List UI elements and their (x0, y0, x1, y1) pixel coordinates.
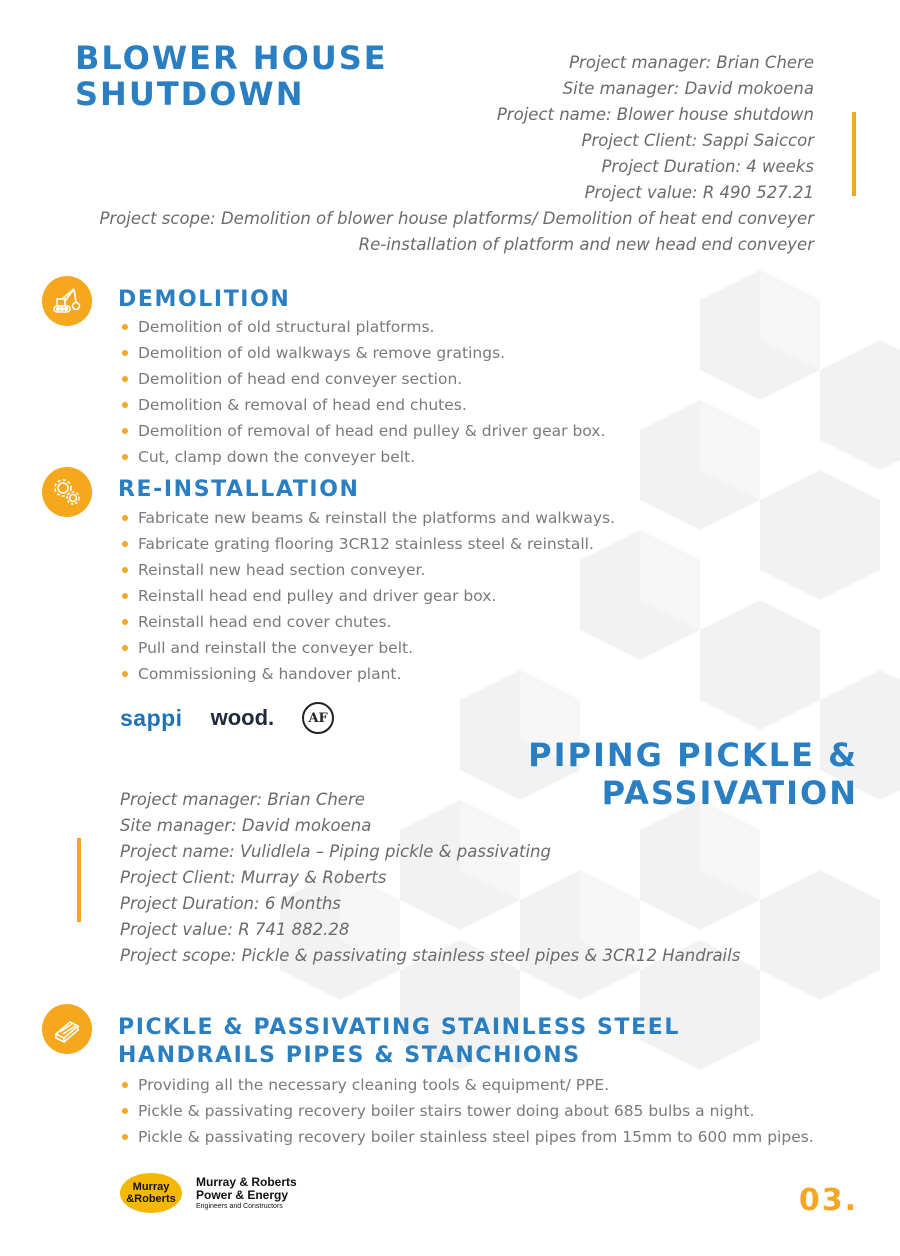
list-item: Demolition of head end conveyer section. (120, 366, 605, 392)
steel-pipes-icon (42, 1004, 92, 1054)
project1-info (497, 50, 814, 206)
page-number: 03. (798, 1183, 858, 1218)
pickle-heading-line: PICKLE & PASSIVATING STAINLESS STEEL (118, 1015, 680, 1040)
list-item: Fabricate grating flooring 3CR12 stainless steel & reinstall. (120, 531, 615, 557)
project1-manager: Project manager: Brian Chere (569, 53, 814, 72)
sappi-logo: sappi (120, 704, 183, 731)
murray-roberts-badge (120, 1173, 182, 1213)
list-item: Pickle & passivating recovery boiler stainless steel pipes from 15mm to 600 mm pipes. (120, 1124, 814, 1150)
list-item: Demolition of removal of head end pulley & driver gear box. (120, 418, 605, 444)
reinstallation-heading: RE-INSTALLATION (118, 477, 360, 502)
project1-client: Project Client: Sappi Saiccor (581, 131, 814, 150)
project2-name: Project name: Vulidlela – Piping pickle & passivating (120, 842, 551, 861)
project2-title-line: PASSIVATION (601, 774, 858, 812)
project1-name: Project name: Blower house shutdown (496, 105, 814, 124)
badge-line: Murray (132, 1181, 170, 1193)
list-item: Reinstall new head section conveyer. (120, 557, 615, 583)
list-item: Reinstall head end cover chutes. (120, 609, 615, 635)
demolition-list (120, 314, 605, 470)
demolition-heading: DEMOLITION (118, 287, 291, 312)
project2-duration: Project Duration: 6 Months (120, 894, 341, 913)
murray-roberts-logo (120, 1173, 297, 1213)
badge-line: &Roberts (126, 1193, 176, 1205)
accent-bar (852, 112, 856, 196)
af-badge-logo: AF (302, 702, 334, 734)
accent-bar (77, 838, 81, 922)
list-item: Pull and reinstall the conveyer belt. (120, 635, 615, 661)
project1-title-line: BLOWER HOUSE (75, 39, 388, 77)
project2-info (120, 787, 740, 969)
project1-title-line: SHUTDOWN (75, 75, 305, 113)
project1-scope (34, 206, 814, 258)
gears-icon (42, 467, 92, 517)
project2-site-manager: Site manager: David mokoena (120, 816, 372, 835)
project1-scope-line: Project scope: Demolition of blower house platforms/ Demolition of heat end conveyer (99, 209, 814, 228)
project1-title (75, 40, 388, 112)
project1-value: Project value: R 490 527.21 (584, 183, 814, 202)
pickle-list (120, 1072, 814, 1150)
list-item: Demolition of old structural platforms. (120, 314, 605, 340)
company-name (196, 1176, 297, 1211)
list-item: Fabricate new beams & reinstall the platforms and walkways. (120, 505, 615, 531)
crane-demolition-icon (42, 276, 92, 326)
list-item: Demolition of old walkways & remove gratings. (120, 340, 605, 366)
project2-title-line: PIPING PICKLE & (528, 736, 858, 774)
list-item: Reinstall head end pulley and driver gear box. (120, 583, 615, 609)
list-item: Commissioning & handover plant. (120, 661, 615, 687)
project1-site-manager: Site manager: David mokoena (562, 79, 814, 98)
list-item: Pickle & passivating recovery boiler stairs tower doing about 685 bulbs a night. (120, 1098, 814, 1124)
wood-logo: wood. (210, 705, 275, 730)
company-line: Power & Energy (196, 1187, 289, 1202)
project1-scope-line: Re-installation of platform and new head end conveyer (358, 235, 814, 254)
list-item: Demolition & removal of head end chutes. (120, 392, 605, 418)
project2-scope: Project scope: Pickle & passivating stainless steel pipes & 3CR12 Handrails (120, 946, 741, 965)
list-item: Cut, clamp down the conveyer belt. (120, 444, 605, 470)
project1-duration: Project Duration: 4 weeks (601, 157, 814, 176)
pickle-heading (118, 1014, 680, 1070)
list-item: Providing all the necessary cleaning tools & equipment/ PPE. (120, 1072, 814, 1098)
company-line: Murray & Roberts (196, 1174, 297, 1189)
client-logos (120, 702, 334, 734)
project2-manager: Project manager: Brian Chere (120, 790, 365, 809)
reinstallation-list (120, 505, 615, 687)
company-tagline: Engineers and Constructors (196, 1202, 283, 1210)
pickle-heading-line: HANDRAILS PIPES & STANCHIONS (118, 1043, 581, 1068)
project2-client: Project Client: Murray & Roberts (120, 868, 387, 887)
project2-value: Project value: R 741 882.28 (120, 920, 350, 939)
